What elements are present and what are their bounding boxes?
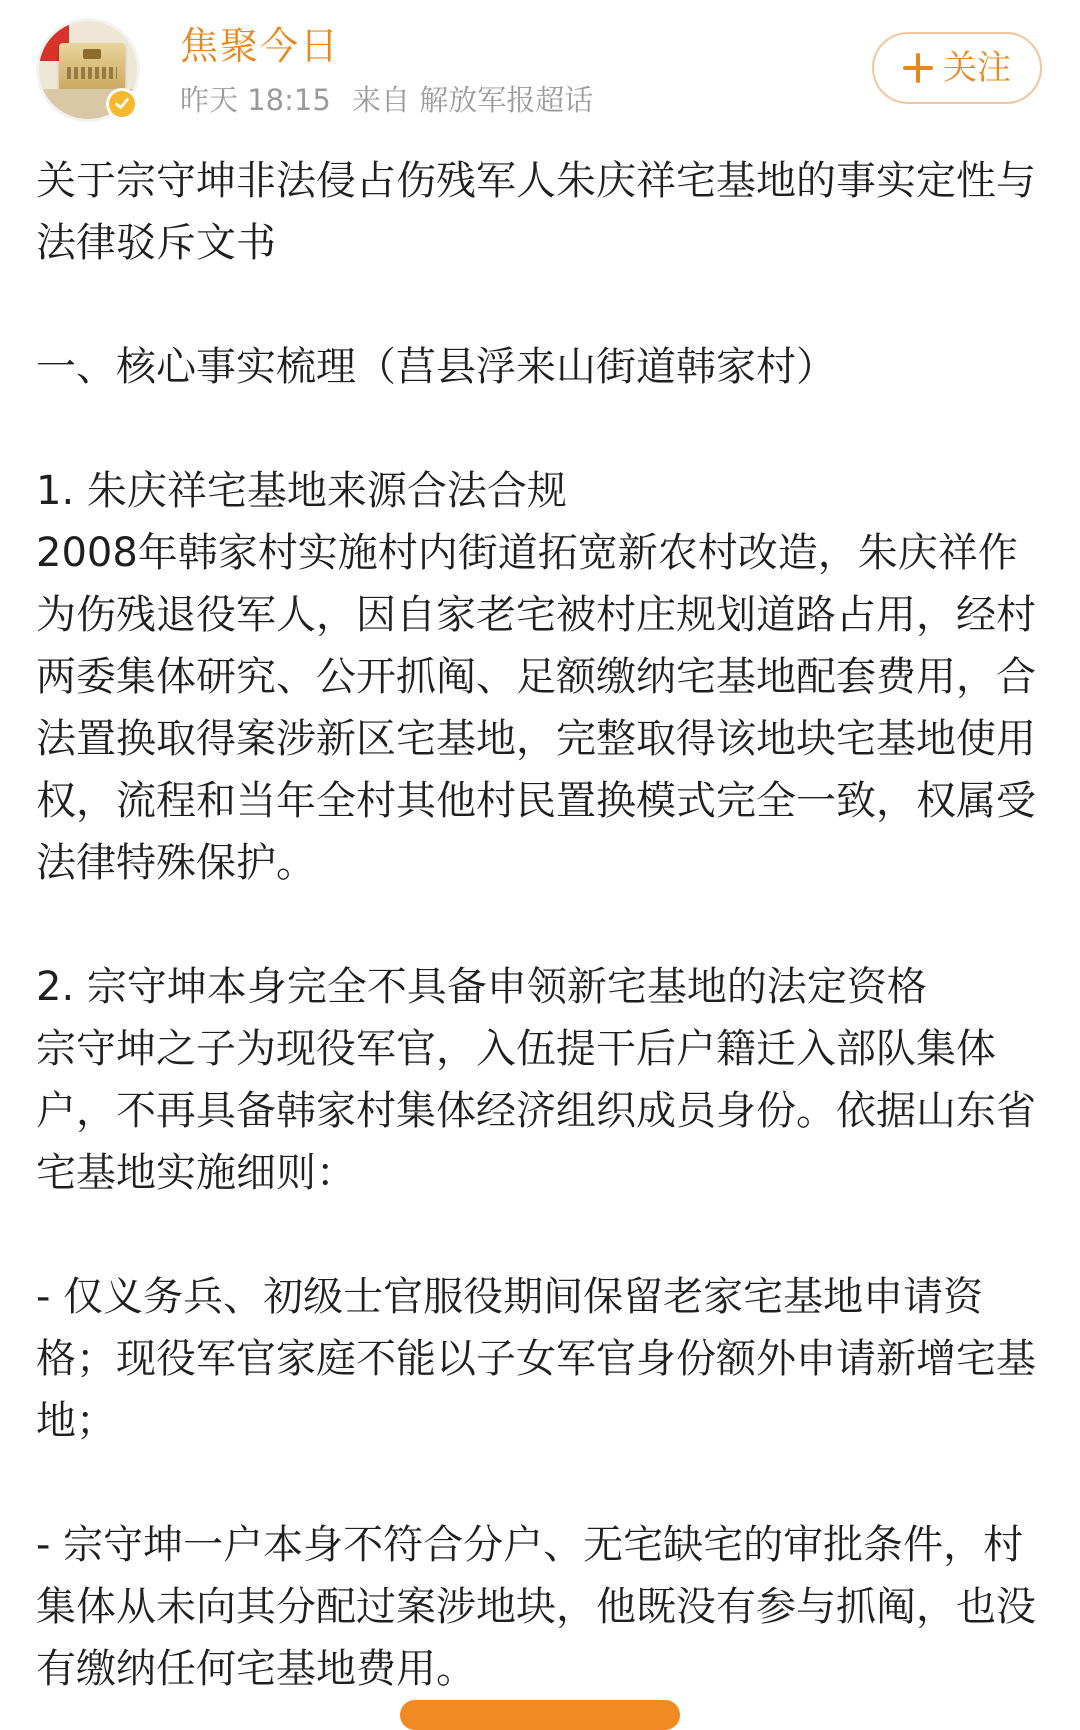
paragraph-gap — [36, 398, 1046, 460]
post-source[interactable]: 来自 解放军报超话 — [352, 83, 594, 117]
post-meta — [180, 80, 593, 120]
paragraph-gap — [36, 1452, 1046, 1514]
checkmark-icon — [113, 95, 131, 113]
post-title-paragraph: 关于宗守坤非法侵占伤残军人朱庆祥宅基地的事实定性与法律驳斥文书 — [36, 158, 1036, 266]
post-body — [36, 150, 1046, 1700]
author-name[interactable]: 焦聚今日 — [180, 24, 341, 68]
follow-button[interactable] — [872, 32, 1042, 104]
verified-badge-icon — [106, 88, 138, 120]
section-heading-paragraph: 一、核心事实梳理（莒县浮来山街道韩家村） — [36, 344, 836, 390]
avatar-plaque-shape — [59, 43, 125, 91]
point-two-paragraph: 2. 宗守坤本身完全不具备申领新宅基地的法定资格 宗守坤之子为现役军官，入伍提干后户籍迁入部队集体户，不再具备韩家村集体经济组织成员身份。依据山东省宅基地实施细则： — [36, 964, 1036, 1196]
plus-icon — [903, 53, 933, 83]
post-header — [0, 0, 1080, 140]
follow-label: 关注 — [943, 48, 1011, 88]
post-time: 昨天 18:15 — [180, 83, 331, 117]
bottom-action-pill[interactable] — [400, 1700, 680, 1730]
point-one-paragraph: 1. 朱庆祥宅基地来源合法合规 2008年韩家村实施村内街道拓宽新农村改造，朱庆祥作为伤残退役军人，因自家老宅被村庄规划道路占用，经村两委集体研究、公开抓阄、足额缴纳宅基地配套费用，合法置换取得案涉新区宅基地，完整取得该地块宅基地使用权，流程和当年全村其他村民置换模式完全一致，权属受法律特殊保护。 — [36, 468, 1036, 886]
paragraph-gap — [36, 894, 1046, 956]
bullet-two-paragraph: - 宗守坤一户本身不符合分户、无宅缺宅的审批条件，村集体从未向其分配过案涉地块，他既没有参与抓阄，也没有缴纳任何宅基地费用。 — [36, 1522, 1036, 1692]
paragraph-gap — [36, 274, 1046, 336]
paragraph-gap — [36, 1204, 1046, 1266]
bullet-one-paragraph: - 仅义务兵、初级士官服役期间保留老家宅基地申请资格；现役军官家庭不能以子女军官身份额外申请新增宅基地； — [36, 1274, 1036, 1444]
